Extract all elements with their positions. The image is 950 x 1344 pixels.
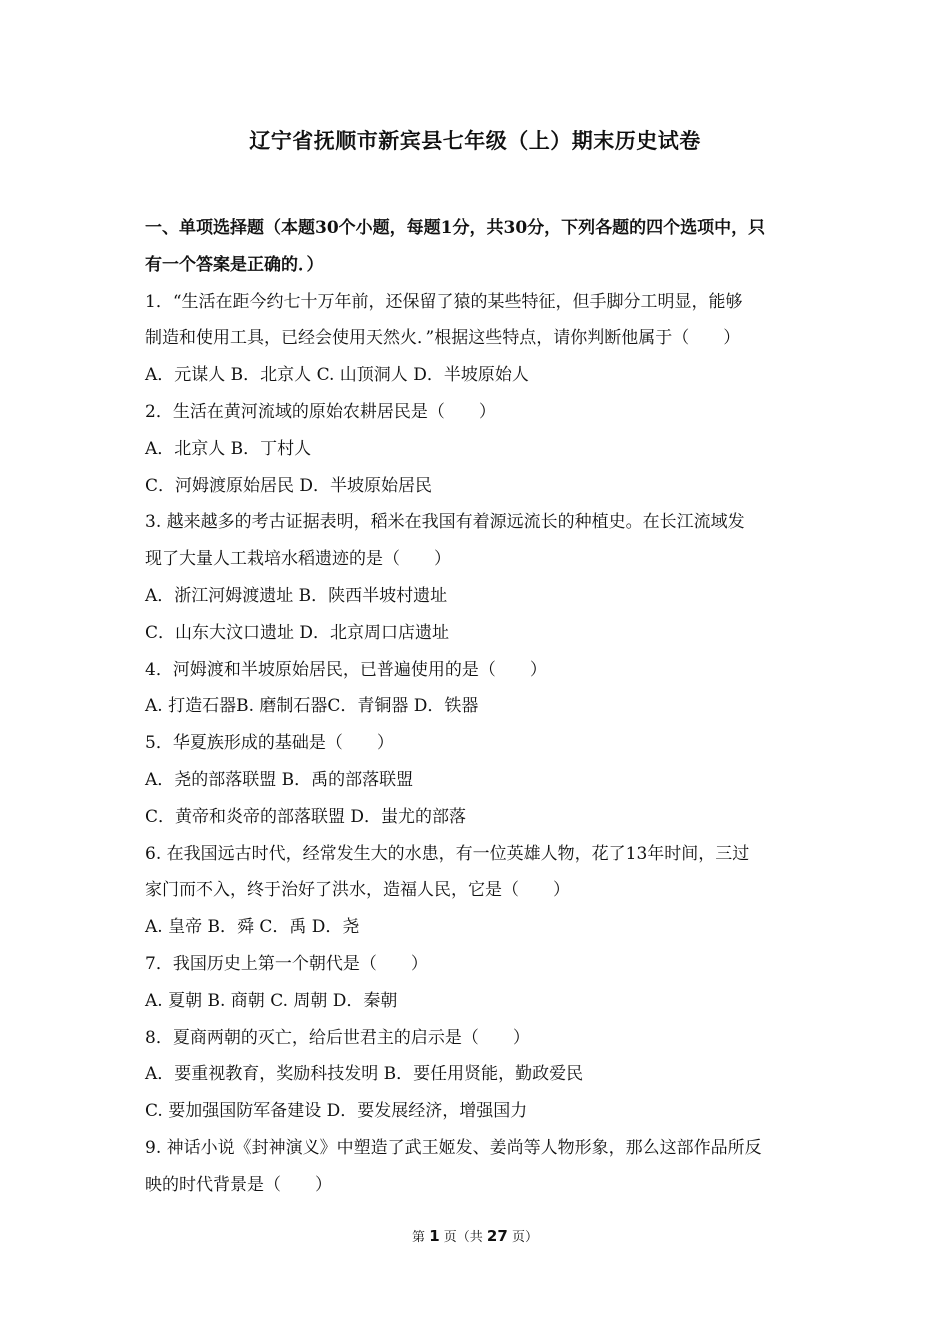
option-line: C. 要加强国防军备建设 D．要发展经济，增强国力	[145, 1101, 528, 1122]
document-body	[145, 210, 815, 1204]
option-line: A．浙江河姆渡遗址 B．陕西半坡村遗址	[145, 585, 448, 606]
footer-total-pages: 27	[486, 1227, 508, 1245]
option-line: A. 打造石器B. 磨制石器C．青铜器 D．铁器	[145, 696, 479, 717]
option-line: C．河姆渡原始居民 D．半坡原始居民	[145, 475, 433, 496]
footer-prefix: 第	[412, 1230, 426, 1245]
section-header-line: 一、单项选择题（本题30个小题，每题1分，共30分，下列各题的四个选项中，只	[145, 218, 766, 238]
question-line: 2．生活在黄河流域的原始农耕居民是（ ）	[145, 401, 496, 422]
option-line: A．北京人 B．丁村人	[145, 438, 312, 459]
option-line: A. 皇帝 B．舜 C．禹 D．尧	[145, 917, 360, 938]
option-line: A．尧的部落联盟 B．禹的部落联盟	[145, 769, 414, 790]
question-line: 3. 越来越多的考古证据表明，稻米在我国有着源远流长的种植史。在长江流域发	[145, 512, 745, 533]
footer-page-number: 1	[429, 1227, 440, 1245]
question-line: 8．夏商两朝的灭亡，给后世君主的启示是（ ）	[145, 1027, 530, 1048]
question-line: 家门而不入，终于治好了洪水，造福人民，它是（ ）	[145, 880, 570, 901]
option-line: C．山东大汶口遗址 D．北京周口店遗址	[145, 622, 450, 643]
question-line: 现了大量人工栽培水稻遗迹的是（ ）	[145, 549, 451, 570]
question-line: 5．华夏族形成的基础是（ ）	[145, 733, 394, 754]
option-line: A．元谋人 B．北京人 C. 山顶洞人 D．半坡原始人	[145, 365, 529, 386]
option-line: A. 夏朝 B. 商朝 C. 周朝 D．秦朝	[145, 990, 398, 1011]
question-line: 4．河姆渡和半坡原始居民，已普遍使用的是（ ）	[145, 659, 547, 680]
question-line: 7．我国历史上第一个朝代是（ ）	[145, 953, 428, 974]
question-line: 1．“生活在距今约七十万年前，还保留了猿的某些特征，但手脚分工明显，能够	[145, 291, 743, 312]
page-footer	[0, 1226, 950, 1245]
question-line: 映的时代背景是（ ）	[145, 1174, 332, 1195]
question-line: 6. 在我国远古时代，经常发生大的水患，有一位英雄人物，花了13年时间，三过	[145, 843, 750, 864]
question-line: 9. 神话小说《封神演义》中塑造了武王姬发、姜尚等人物形象，那么这部作品所反	[145, 1137, 762, 1158]
question-line: 制造和使用工具，已经会使用天然火．”根据这些特点，请你判断他属于（ ）	[145, 328, 741, 349]
option-line: C．黄帝和炎帝的部落联盟 D．蚩尤的部落	[145, 806, 467, 827]
option-line: A．要重视教育，奖励科技发明 B．要任用贤能，勤政爱民	[145, 1064, 584, 1085]
footer-middle: 页（共	[443, 1230, 483, 1245]
section-header-line: 有一个答案是正确的．）	[145, 254, 324, 275]
document-title: 辽宁省抚顺市新宾县七年级（上）期末历史试卷	[249, 128, 701, 153]
footer-suffix: 页）	[511, 1230, 538, 1245]
